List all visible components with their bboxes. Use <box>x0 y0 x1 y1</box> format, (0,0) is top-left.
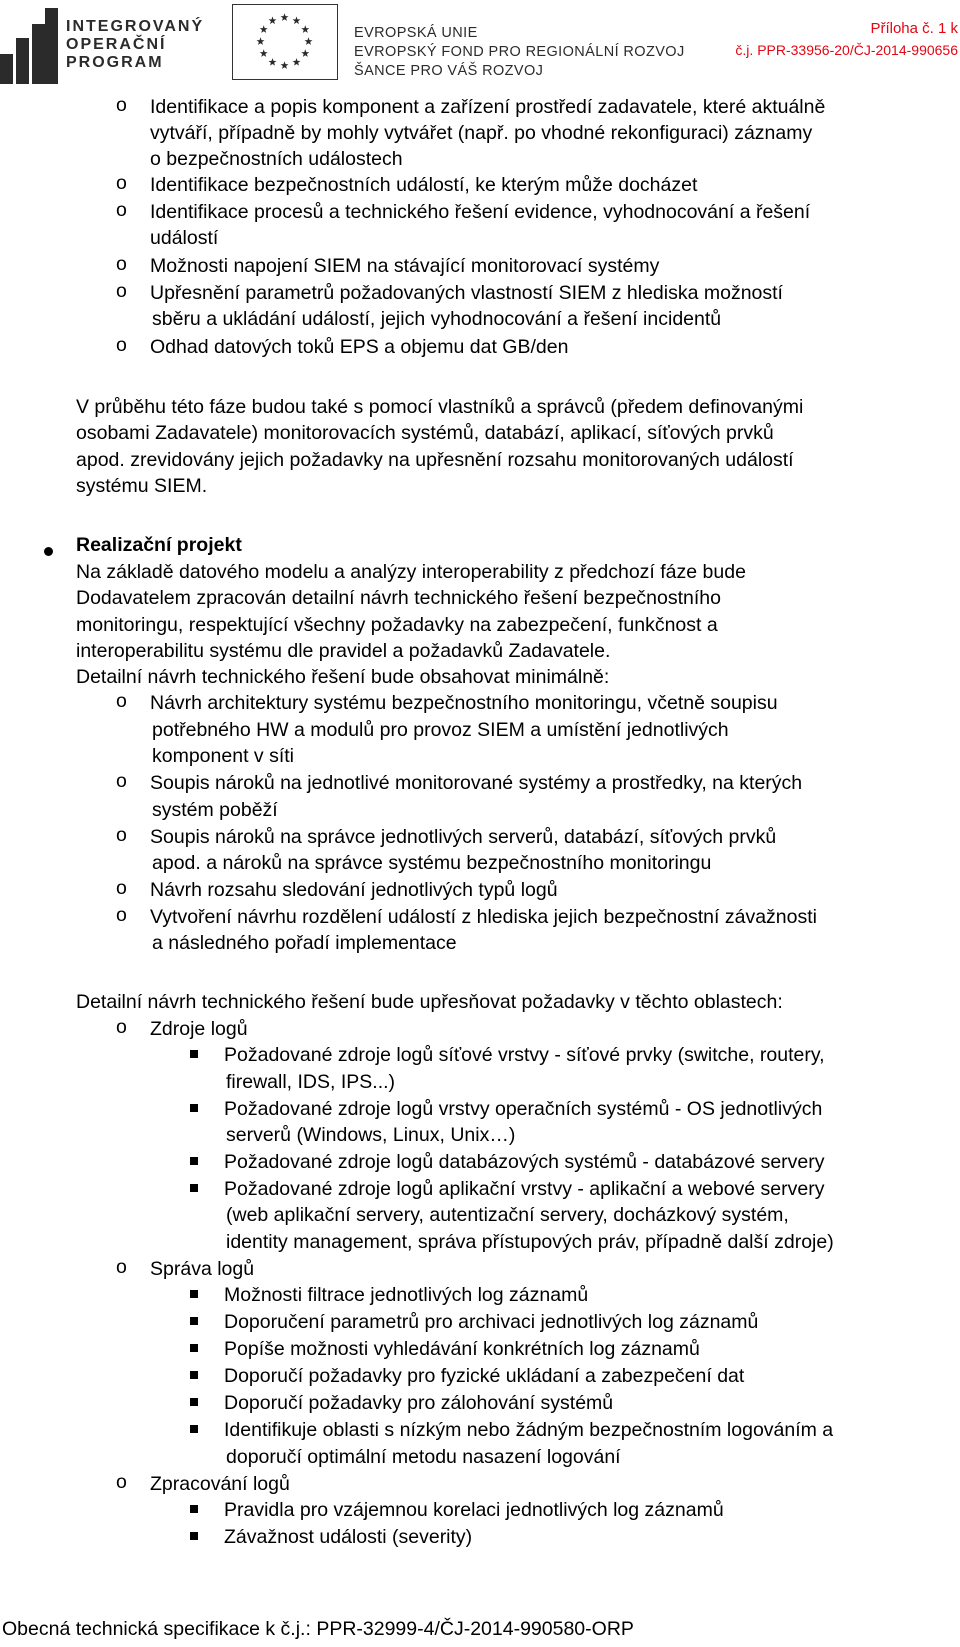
square-bullet-icon <box>190 1290 198 1298</box>
paragraph-line: apod. zrevidovány jejich požadavky na upřesnění rozsahu monitorovaných událostí <box>76 449 794 471</box>
area-item-text: Požadované zdroje logů databázových systémů - databázové servery <box>224 1151 825 1173</box>
list-item-text: Soupis nároků na jednotlivé monitorované systémy a prostředky, na kterých <box>150 772 803 794</box>
area-item-text: Požadované zdroje logů aplikační vrstvy - aplikační a webové servery <box>224 1178 825 1200</box>
area-title: Zpracování logů <box>150 1473 290 1495</box>
area-item-text: Doporučí požadavky pro zálohování systémů <box>224 1392 614 1414</box>
paragraph-line: interoperabilitu systému dle pravidel a požadavků Zadavatele. <box>76 640 611 662</box>
list-marker: o <box>116 824 127 846</box>
square-bullet-icon <box>190 1157 198 1165</box>
area-item-text: Doporučí požadavky pro fyzické ukládaní a zabezpečení dat <box>224 1365 745 1387</box>
list-item-text: Identifikace procesů a technického řešení evidence, vyhodnocování a řešení <box>150 201 811 223</box>
list-marker: o <box>116 904 127 926</box>
list-item-text: Upřesnění parametrů požadovaných vlastností SIEM z hlediska možností <box>150 282 783 304</box>
list-marker: o <box>116 94 127 116</box>
bullet-icon <box>44 547 53 556</box>
list-item-text: sběru a ukládání událostí, jejich vyhodnocování a řešení incidentů <box>152 308 722 330</box>
area-title: Zdroje logů <box>150 1018 248 1040</box>
eu-star-icon <box>269 17 277 25</box>
square-bullet-icon <box>190 1317 198 1325</box>
eu-star-icon <box>257 37 265 45</box>
area-title: Správa logů <box>150 1258 255 1280</box>
list-marker: o <box>116 877 127 899</box>
list-item-text: Návrh rozsahu sledování jednotlivých typů logů <box>150 879 558 901</box>
area-item-text: Doporučení parametrů pro archivaci jednotlivých log záznamů <box>224 1311 759 1333</box>
eu-star-icon <box>301 49 309 57</box>
eu-logo-text: EVROPSKÁ UNIE EVROPSKÝ FOND PRO REGIONÁLNÍ ROZVOJ ŠANCE PRO VÁŠ ROZVOJ <box>354 25 685 79</box>
eu-star-icon <box>281 61 289 69</box>
square-bullet-icon <box>190 1344 198 1352</box>
page-header <box>0 0 960 90</box>
list-item-text: apod. a nároků na správce systému bezpečnostního monitoringu <box>152 852 712 874</box>
list-item-text: Soupis nároků na správce jednotlivých serverů, databází, síťových prvků <box>150 826 777 848</box>
square-bullet-icon <box>190 1532 198 1540</box>
eu-star-icon <box>281 13 289 21</box>
list-item-text: a následného pořadí implementace <box>152 932 457 954</box>
area-item-text: serverů (Windows, Linux, Unix…) <box>226 1124 516 1146</box>
eu-star-icon <box>293 17 301 25</box>
list-marker: o <box>116 172 127 194</box>
list-marker: o <box>116 1016 127 1038</box>
reference-number: č.j. PPR-33956-20/ČJ-2014-990656 <box>735 42 958 58</box>
paragraph-line: Dodavatelem zpracován detailní návrh technického řešení bezpečnostního <box>76 587 721 609</box>
area-item-text: (web aplikační servery, autentizační servery, docházkový systém, <box>226 1204 789 1226</box>
square-bullet-icon <box>190 1505 198 1513</box>
eu-star-icon <box>293 58 301 66</box>
list-marker: o <box>116 253 127 275</box>
list-item-text: Identifikace bezpečnostních událostí, ke kterým může docházet <box>150 174 698 196</box>
area-item-text: Popíše možnosti vyhledávání konkrétních log záznamů <box>224 1338 700 1360</box>
paragraph-line: Na základě datového modelu a analýzy interoperability z předchozí fáze bude <box>76 561 746 583</box>
list-item-text: Vytvoření návrhu rozdělení událostí z hlediska jejich bezpečnostní závažnosti <box>150 906 817 928</box>
eu-flag-icon <box>232 4 338 80</box>
list-item-text: o bezpečnostních událostech <box>150 148 403 170</box>
square-bullet-icon <box>190 1398 198 1406</box>
area-item-text: Požadované zdroje logů síťové vrstvy - síťové prvky (switche, routery, <box>224 1044 825 1066</box>
eu-star-icon <box>269 58 277 66</box>
list-item-text: Odhad datových toků EPS a objemu dat GB/den <box>150 336 569 358</box>
list-marker: o <box>116 770 127 792</box>
iop-logo <box>0 4 205 84</box>
area-item-text: doporučí optimální metodu nasazení logování <box>226 1446 621 1468</box>
square-bullet-icon <box>190 1184 198 1192</box>
iop-logo-bars-icon <box>0 8 58 84</box>
area-item-text: Závažnost události (severity) <box>224 1526 473 1548</box>
list-item-text: systém poběží <box>152 799 278 821</box>
area-item-text: firewall, IDS, IPS...) <box>226 1071 396 1093</box>
paragraph-line: osobami Zadavatele) monitorovacích systémů, databází, aplikací, síťových prvků <box>76 422 774 444</box>
paragraph-line: Detailní návrh technického řešení bude obsahovat minimálně: <box>76 666 610 688</box>
paragraph-line: Detailní návrh technického řešení bude upřesňovat požadavky v těchto oblastech: <box>76 991 783 1013</box>
area-item-text: Požadované zdroje logů vrstvy operačních systémů - OS jednotlivých <box>224 1098 823 1120</box>
paragraph-line: systému SIEM. <box>76 475 208 497</box>
list-item-text: potřebného HW a modulů pro provoz SIEM a umístění jednotlivých <box>152 719 729 741</box>
list-item-text: komponent v síti <box>152 745 294 767</box>
list-marker: o <box>116 199 127 221</box>
area-item-text: Možnosti filtrace jednotlivých log záznamů <box>224 1284 589 1306</box>
eu-star-icon <box>301 25 309 33</box>
list-marker: o <box>116 1256 127 1278</box>
eu-star-icon <box>260 25 268 33</box>
attachment-label: Příloha č. 1 k <box>870 20 958 37</box>
section-title: Realizační projekt <box>76 534 242 556</box>
list-item-text: Identifikace a popis komponent a zařízení prostředí zadavatele, které aktuálně <box>150 96 826 118</box>
list-marker: o <box>116 334 127 356</box>
page-footer: Obecná technická specifikace k č.j.: PPR-32999-4/ČJ-2014-990580-ORP <box>2 1618 634 1640</box>
area-item-text: Identifikuje oblasti s nízkým nebo žádným bezpečnostním logováním a <box>224 1419 834 1441</box>
square-bullet-icon <box>190 1104 198 1112</box>
paragraph-line: monitoringu, respektující všechny požadavky na zabezpečení, funkčnost a <box>76 614 718 636</box>
square-bullet-icon <box>190 1050 198 1058</box>
eu-star-icon <box>260 49 268 57</box>
area-item-text: Pravidla pro vzájemnou korelaci jednotlivých log záznamů <box>224 1499 724 1521</box>
list-item-text: událostí <box>150 227 219 249</box>
list-item-text: Návrh architektury systému bezpečnostního monitoringu, včetně soupisu <box>150 692 778 714</box>
square-bullet-icon <box>190 1371 198 1379</box>
paragraph-line: V průběhu této fáze budou také s pomocí vlastníků a správců (předem definovanými <box>76 396 804 418</box>
list-marker: o <box>116 1471 127 1493</box>
list-item-text: Možnosti napojení SIEM na stávající monitorovací systémy <box>150 255 660 277</box>
list-marker: o <box>116 690 127 712</box>
area-item-text: identity management, správa přístupových práv, případně další zdroje) <box>226 1231 834 1253</box>
square-bullet-icon <box>190 1425 198 1433</box>
eu-star-icon <box>305 37 313 45</box>
iop-logo-text: INTEGROVANÝ OPERAČNÍ PROGRAM <box>66 18 205 71</box>
list-item-text: vytváří, případně by mohly vytvářet (např. po vhodné rekonfiguraci) záznamy <box>150 122 813 144</box>
list-marker: o <box>116 280 127 302</box>
